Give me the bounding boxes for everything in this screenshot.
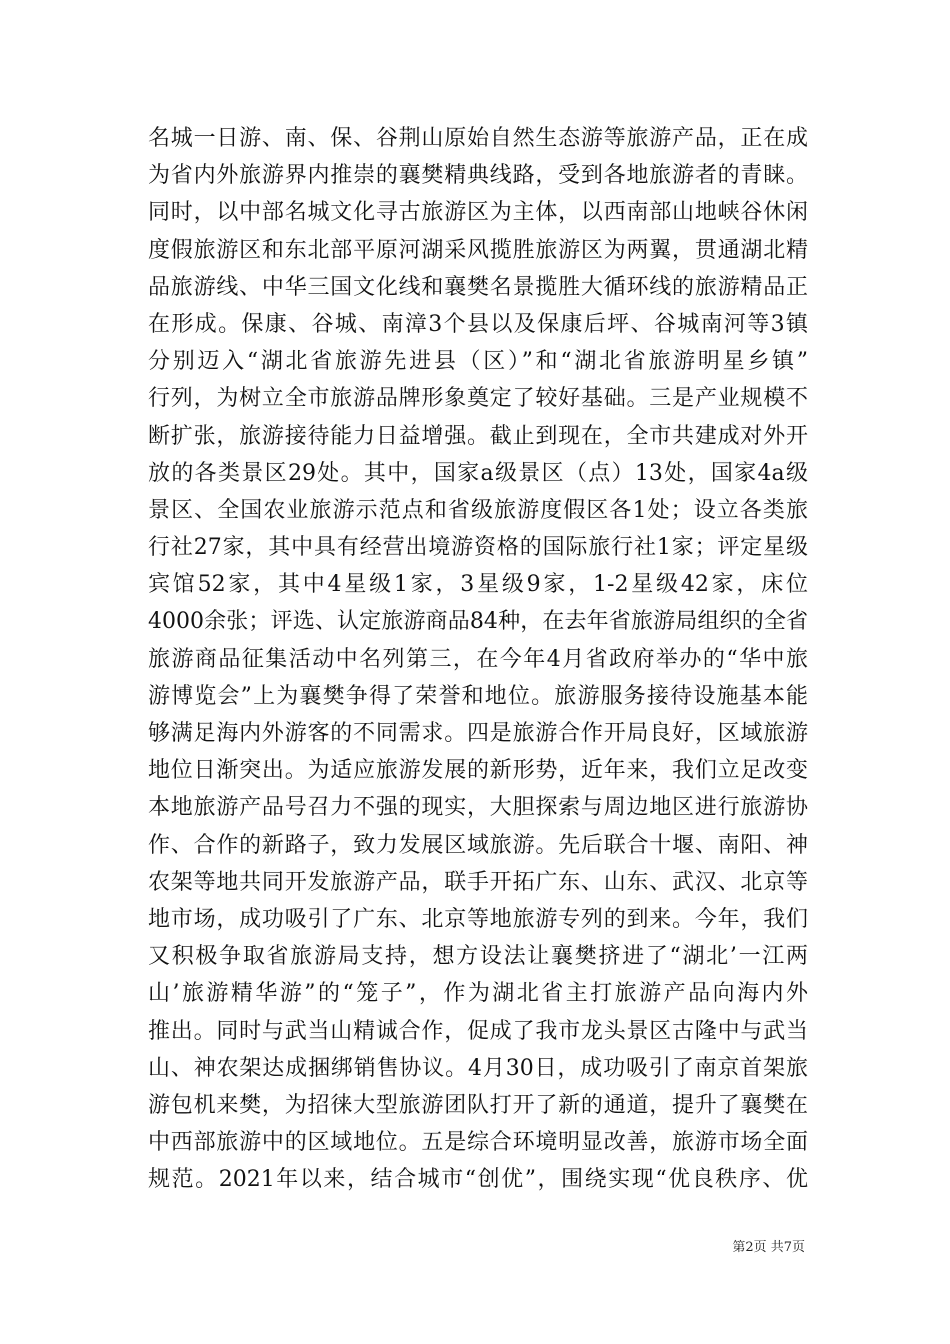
- text-line: 分别迈入“湖北省旅游先进县（区）”和“湖北省旅游明星乡镇”: [148, 349, 808, 375]
- text-line: 又积极争取省旅游局支持，想方设法让襄樊挤进了“湖北’一江两: [148, 944, 808, 970]
- text-line: 宾馆52家，其中4星级1家，3星级9家，1-2星级42家，床位: [148, 572, 808, 598]
- text-line: 度假旅游区和东北部平原河湖采风揽胜旅游区为两翼，贯通湖北精: [148, 237, 808, 263]
- text-line: 作、合作的新路子，致力发展区域旅游。先后联合十堰、南阳、神: [148, 832, 808, 858]
- text-line: 地市场，成功吸引了广东、北京等地旅游专列的到来。今年，我们: [148, 906, 808, 932]
- text-line: 在形成。保康、谷城、南漳3个县以及保康后坪、谷城南河等3镇: [148, 311, 808, 337]
- text-line: 本地旅游产品号召力不强的现实，大胆探索与周边地区进行旅游协: [148, 795, 808, 821]
- text-line: 农架等地共同开发旅游产品，联手开拓广东、山东、武汉、北京等: [148, 869, 808, 895]
- text-line: 山’旅游精华游”的“笼子”，作为湖北省主打旅游产品向海内外: [148, 981, 808, 1007]
- text-line: 推出。同时与武当山精诚合作，促成了我市龙头景区古隆中与武当: [148, 1018, 808, 1044]
- text-line: 景区、全国农业旅游示范点和省级旅游度假区各1处；设立各类旅: [148, 497, 808, 523]
- text-line: 断扩张，旅游接待能力日益增强。截止到现在，全市共建成对外开: [148, 423, 808, 449]
- text-line: 够满足海内外游客的不同需求。四是旅游合作开局良好，区域旅游: [148, 721, 808, 746]
- text-line: 行社27家，其中具有经营出境游资格的国际旅行社1家；评定星级: [148, 535, 808, 561]
- text-line: 游博览会”上为襄樊争得了荣誉和地位。旅游服务接待设施基本能: [148, 683, 808, 709]
- text-line: 行列，为树立全市旅游品牌形象奠定了较好基础。三是产业规模不: [148, 386, 808, 412]
- text-line: 品旅游线、中华三国文化线和襄樊名景揽胜大循环线的旅游精品正: [148, 274, 808, 300]
- text-line: 同时，以中部名城文化寻古旅游区为主体，以西南部山地峡谷休闲: [148, 200, 808, 226]
- text-line: 规范。2021年以来，结合城市“创优”，围绕实现“优良秩序、优: [148, 1167, 808, 1193]
- text-line: 中西部旅游中的区域地位。五是综合环境明显改善，旅游市场全面: [148, 1130, 808, 1156]
- text-line: 旅游商品征集活动中名列第三，在今年4月省政府举办的“华中旅: [148, 646, 808, 672]
- text-line: 名城一日游、南、保、谷荆山原始自然生态游等旅游产品，正在成: [148, 126, 808, 151]
- body-text: [148, 120, 808, 1198]
- text-line: 游包机来樊，为招徕大型旅游团队打开了新的通道，提升了襄樊在: [148, 1092, 808, 1118]
- text-line: 地位日渐突出。为适应旅游发展的新形势，近年来，我们立足改变: [148, 758, 808, 784]
- text-line: 为省内外旅游界内推崇的襄樊精典线路，受到各地旅游者的青睐。: [148, 163, 808, 189]
- text-line: 山、神农架达成捆绑销售协议。4月30日，成功吸引了南京首架旅: [148, 1055, 808, 1081]
- text-line: 放的各类景区29处。其中，国家a级景区（点）13处，国家4a级: [148, 460, 808, 486]
- text-line: 4000余张；评选、认定旅游商品84种，在去年省旅游局组织的全省: [148, 609, 808, 635]
- page-number-footer: 第2页 共7页: [732, 1240, 805, 1255]
